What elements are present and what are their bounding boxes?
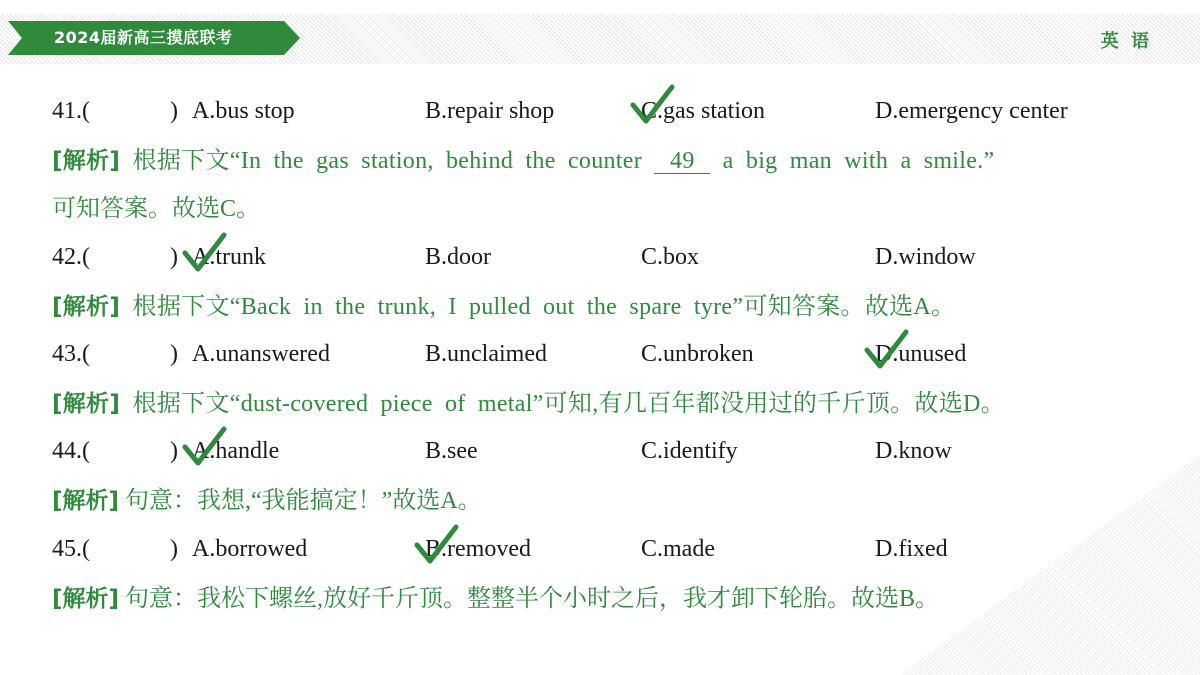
check-mark-icon	[414, 523, 460, 569]
option-b: B.unclaimed	[425, 341, 547, 367]
option-d: D.fixed	[875, 536, 948, 562]
question-number: 45.(	[52, 536, 90, 562]
option-c: C.gas station	[641, 98, 765, 124]
analysis-text: 句意：我松下螺丝,放好千斤顶。整整半个小时之后，我才卸下轮胎。故选B。	[125, 586, 940, 612]
analysis-text: 根据下文“dust-covered piece of metal”可知,有几百年都没用过的千斤顶。故选D。	[132, 391, 1005, 417]
analysis-tag: [解析]	[52, 391, 121, 417]
question-number: 44.(	[52, 438, 90, 464]
analysis-43	[52, 379, 1162, 429]
option-a: A.borrowed	[192, 536, 308, 562]
question-number: 42.(	[52, 244, 90, 270]
option-c: C.unbroken	[641, 341, 754, 367]
option-c: C.made	[641, 536, 715, 562]
analysis-tag: [解析]	[52, 148, 121, 174]
analysis-45	[52, 574, 1162, 624]
option-c: C.identify	[641, 438, 738, 464]
option-b: B.removed	[425, 536, 531, 562]
analysis-text: 根据下文“Back in the trunk, I pulled out the spare tyre”可知答案。故选A。	[132, 294, 956, 320]
option-d: D.know	[875, 438, 952, 464]
check-mark-icon	[182, 231, 228, 277]
option-a: A.handle	[192, 438, 280, 464]
option-b: B.see	[425, 438, 478, 464]
option-d: D.unused	[875, 341, 967, 367]
subject-label: 英 语	[1100, 31, 1152, 52]
analysis-text: 根据下文“In the gas station, behind the counter	[132, 148, 643, 174]
question-number: 43.(	[52, 341, 90, 367]
option-c: C.box	[641, 244, 700, 270]
analysis-tag: [解析]	[52, 294, 121, 320]
option-a: A.bus stop	[192, 98, 295, 124]
option-a: A.unanswered	[192, 341, 330, 367]
analysis-42	[52, 282, 1162, 332]
option-d: D.window	[875, 244, 976, 270]
analysis-tag: [解析]	[52, 488, 120, 514]
analysis-tag: [解析]	[52, 586, 120, 612]
option-b: B.door	[425, 244, 491, 270]
option-b: B.repair shop	[425, 98, 555, 124]
analysis-41	[52, 136, 1162, 186]
analysis-44	[52, 476, 1162, 526]
question-number: 41.(	[52, 98, 90, 124]
analysis-41-line2	[52, 184, 1162, 234]
analysis-text: 可知答案。故选C。	[52, 196, 261, 222]
analysis-text: 句意：我想,“我能搞定！”故选A。	[125, 488, 482, 514]
exam-title: 2024届新高三摸底联考	[54, 28, 233, 47]
analysis-text: a big man with a smile.”	[722, 148, 995, 174]
option-d: D.emergency center	[875, 98, 1068, 124]
check-mark-icon	[630, 83, 676, 129]
check-mark-icon	[864, 328, 910, 374]
option-a: A.trunk	[192, 244, 266, 270]
blank-number: 49	[654, 149, 710, 174]
check-mark-icon	[182, 425, 228, 471]
